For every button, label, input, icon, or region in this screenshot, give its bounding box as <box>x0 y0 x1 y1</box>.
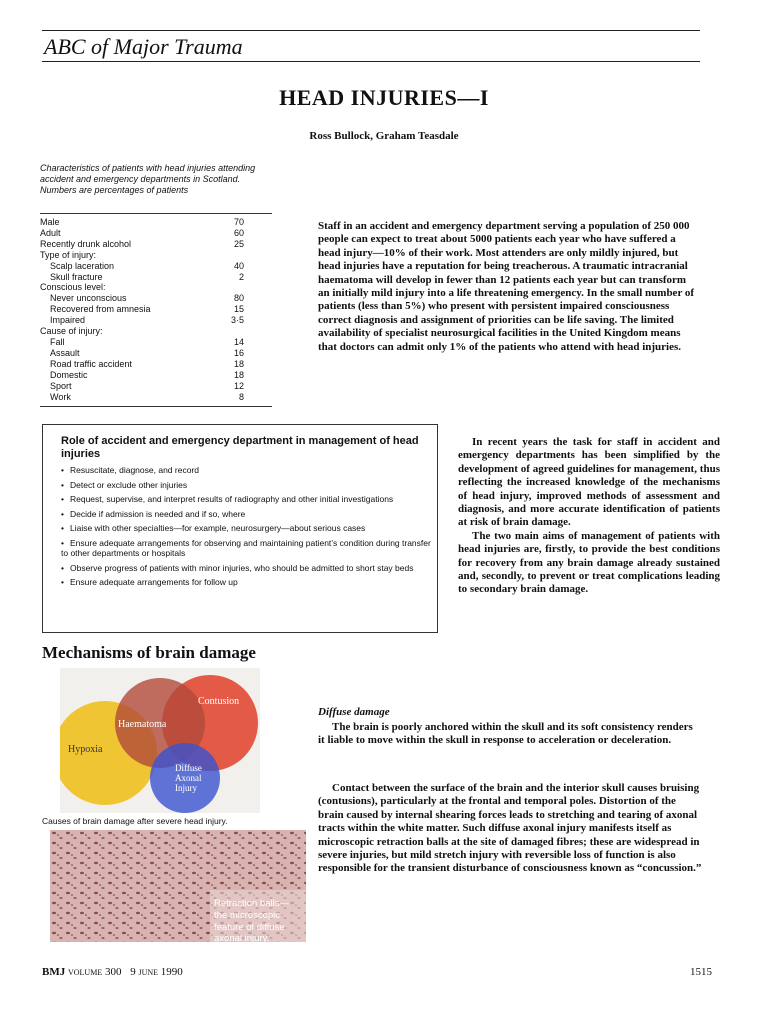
stats-row-value: 25 <box>233 238 244 249</box>
stats-row <box>40 282 272 293</box>
venn-diagram <box>60 668 260 813</box>
management-paragraph-2: The two main aims of management of patients with head injuries are, firstly, to provide the best conditions for recovery from any brain damage already sustained and, secondly, to prevent or treat complications leading to secondary brain damage. <box>458 529 720 596</box>
role-list-item: • Observe progress of patients with minor injuries, who should be admitted to short stay beds <box>61 563 433 574</box>
stats-row-value: 12 <box>233 380 244 391</box>
mechanisms-heading: Mechanisms of brain damage <box>42 643 256 662</box>
stats-row-label: Never unconscious <box>50 293 127 304</box>
stats-row-label: Fall <box>50 336 65 347</box>
footer-volume: volume 300 <box>67 966 122 978</box>
micro-caption-line-4: axonal injury. <box>214 933 270 942</box>
management-column <box>458 436 720 597</box>
role-list-item: • Request, supervise, and interpret results of radiography and other initial investigations <box>61 494 433 505</box>
stats-row-value: 18 <box>233 358 244 369</box>
stats-row-value: 40 <box>233 260 244 271</box>
stats-row <box>40 293 272 304</box>
stats-row <box>40 381 272 392</box>
role-list <box>61 465 433 592</box>
stats-row <box>40 272 272 283</box>
footer-date: 9 june 1990 <box>130 966 183 978</box>
stats-row-label: Impaired <box>50 315 86 326</box>
role-box <box>42 424 438 633</box>
page-number: 1515 <box>690 966 712 978</box>
diffuse-damage-heading: Diffuse damage <box>318 706 390 718</box>
micro-caption-line-3: feature of diffuse <box>214 922 285 933</box>
stats-table <box>40 213 272 407</box>
venn-label-axonal: Axonal <box>175 773 202 783</box>
stats-row <box>40 239 272 250</box>
stats-row <box>40 228 272 239</box>
management-paragraph-1: In recent years the task for staff in accident and emergency departments has been simplified by the development of agreed guidelines for management, thus reflecting the increased knowledge of the mechanisms of head injury, improved methods of assessment and diagnosis, and more accurate identification of patients at risk of brain damage. <box>458 436 720 529</box>
stats-row <box>40 304 272 315</box>
venn-caption: Causes of brain damage after severe head injury. <box>42 816 228 826</box>
stats-row-label: Type of injury: <box>40 249 97 260</box>
role-list-item: • Ensure adequate arrangements for observing and maintaining patient’s condition during transfer to other departments or hospitals <box>61 538 433 559</box>
role-list-item: • Liaise with other specialties—for example, neurosurgery—about serious cases <box>61 523 433 534</box>
venn-label-hypoxia: Hypoxia <box>68 744 103 755</box>
article-title: HEAD INJURIES—I <box>279 85 489 110</box>
micrograph-image <box>50 830 306 942</box>
stats-row-label: Scalp laceration <box>50 260 115 271</box>
stats-row <box>40 217 272 228</box>
stats-row-value: 15 <box>233 304 244 315</box>
role-box-title: Role of accident and emergency department in management of head injuries <box>61 435 419 460</box>
stats-row-label: Cause of injury: <box>40 326 103 337</box>
header-rule-top <box>42 30 700 31</box>
venn-label-contusion: Contusion <box>198 696 240 707</box>
role-list-item: • Resuscitate, diagnose, and record <box>61 465 433 476</box>
intro-paragraph: Staff in an accident and emergency department serving a population of 250 000 people can expect to treat about 5000 patients each year who have suffered a head injury—10% of their work. Most attenders are only mildly injured, but head injuries have a reputation for being treacherous. A traumatic intracranial haematoma will develop in fewer than 12 patients each year but can transform an initially mild injury into a life threatening emergency. In the small number of patients (less than 5%) who present with persistent impaired consciousness correct diagnosis and assignment of priorities can be life saving. The limited availability of specialist neurosurgical facilities in the United Kingdom means that doctors can admit only 1% of the patients who attend with head injuries. <box>318 220 695 353</box>
stats-row-value: 14 <box>233 336 244 347</box>
stats-row-label: Recovered from amnesia <box>50 304 151 315</box>
stats-row <box>40 315 272 326</box>
stats-row-value: 60 <box>233 227 244 238</box>
role-list-item: • Ensure adequate arrangements for follow up <box>61 577 433 588</box>
micro-caption-line-1: Retraction balls— <box>214 898 289 909</box>
stats-row-label: Male <box>40 217 60 227</box>
stats-row <box>40 326 272 337</box>
stats-row-value: 80 <box>233 293 244 304</box>
stats-row-value <box>244 282 272 293</box>
venn-label-haematoma: Haematoma <box>118 719 167 730</box>
diffuse-paragraph-2: Contact between the surface of the brain and the interior skull causes bruising (contusions), particularly at the frontal and temporal poles. Distortion of the brain caused by internal shearing forces leads to stretching and tearing of axonal tracts within the white matter. Such diffuse axonal injury manifests itself as microscopic retraction balls at the site of damaged fibres; these are widespread in severe injuries, but mild stretch injury with reversible loss of function is also responsible for the transient disturbance of consciousness known as “concussion.” <box>318 782 702 875</box>
stats-row-value <box>244 326 272 337</box>
footer-citation <box>42 966 183 978</box>
venn-label-diffuse: Diffuse <box>175 763 202 773</box>
stats-row-label: Adult <box>40 227 61 238</box>
series-title: ABC of Major Trauma <box>44 34 243 59</box>
stats-row-label: Recently drunk alcohol <box>40 238 132 249</box>
stats-row-value: 18 <box>233 369 244 380</box>
stats-row-label: Domestic <box>50 369 88 380</box>
stats-row-label: Work <box>50 391 71 402</box>
stats-row-value: 16 <box>233 347 244 358</box>
role-list-item: • Decide if admission is needed and if so, where <box>61 509 433 520</box>
stats-row-label: Conscious level: <box>40 282 106 293</box>
stats-row <box>40 359 272 370</box>
stats-row-value: 2 <box>238 271 244 282</box>
role-list-item: • Detect or exclude other injuries <box>61 480 433 491</box>
stats-table-caption: Characteristics of patients with head injuries attending accident and emergency departments in Scotland. Numbers are percentages of patients <box>40 163 256 195</box>
footer-journal: BMJ <box>42 966 66 978</box>
stats-row <box>40 250 272 261</box>
stats-row <box>40 337 272 348</box>
stats-row-value <box>244 250 272 261</box>
stats-row-label: Assault <box>50 347 80 358</box>
micro-caption-line-2: the microscopic <box>214 910 280 921</box>
stats-row <box>40 261 272 272</box>
venn-label-injury: Injury <box>175 783 197 793</box>
stats-row-value: 70 <box>233 217 244 227</box>
stats-row-value: 8 <box>238 391 244 402</box>
stats-row <box>40 370 272 381</box>
article-authors: Ross Bullock, Graham Teasdale <box>309 130 459 142</box>
diffuse-paragraph-1: The brain is poorly anchored within the skull and its soft consistency renders it liable to move within the skull in response to acceleration or deceleration. <box>318 721 693 747</box>
stats-row-label: Road traffic accident <box>50 358 132 369</box>
stats-row-label: Skull fracture <box>50 271 103 282</box>
stats-row-label: Sport <box>50 380 72 391</box>
stats-row <box>40 392 272 403</box>
stats-row <box>40 348 272 359</box>
header-rule-bottom <box>42 61 700 62</box>
stats-row-value: 3·5 <box>230 315 244 326</box>
